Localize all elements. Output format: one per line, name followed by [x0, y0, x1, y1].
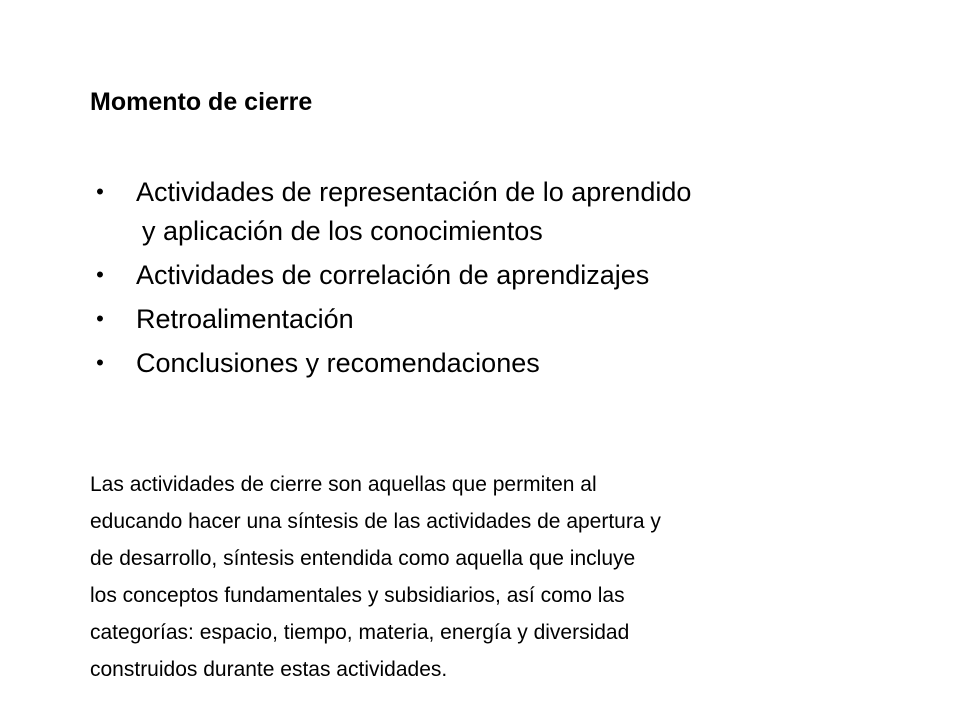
- bullet-icon: •: [96, 306, 104, 331]
- bullet-text: Actividades de representación de lo aprendido: [136, 177, 692, 207]
- paragraph-line: construidos durante estas actividades.: [90, 658, 448, 681]
- bullet-list: [90, 170, 910, 385]
- bullet-item: [90, 297, 910, 341]
- bullet-item: [90, 170, 910, 253]
- slide-title: Momento de cierre: [90, 88, 313, 116]
- paragraph-line: los conceptos fundamentales y subsidiarios, así como las: [90, 584, 625, 607]
- paragraph-line: categorías: espacio, tiempo, materia, energía y diversidad: [90, 621, 630, 644]
- bullet-text-continuation: y aplicación de los conocimientos: [142, 216, 543, 246]
- bullet-icon: •: [96, 179, 104, 204]
- bullet-icon: •: [96, 350, 104, 375]
- paragraph-line: educando hacer una síntesis de las actividades de apertura y: [90, 510, 661, 533]
- bullet-text: Actividades de correlación de aprendizajes: [136, 260, 650, 290]
- bullet-text: Retroalimentación: [136, 304, 354, 334]
- paragraph-line: de desarrollo, síntesis entendida como aquella que incluye: [90, 547, 636, 570]
- bullet-item: [90, 341, 910, 385]
- bullet-text: Conclusiones y recomendaciones: [136, 348, 540, 378]
- bullet-item: [90, 253, 910, 297]
- description-paragraph: [90, 466, 890, 688]
- paragraph-line: Las actividades de cierre son aquellas que permiten al: [90, 473, 597, 496]
- bullet-icon: •: [96, 262, 104, 287]
